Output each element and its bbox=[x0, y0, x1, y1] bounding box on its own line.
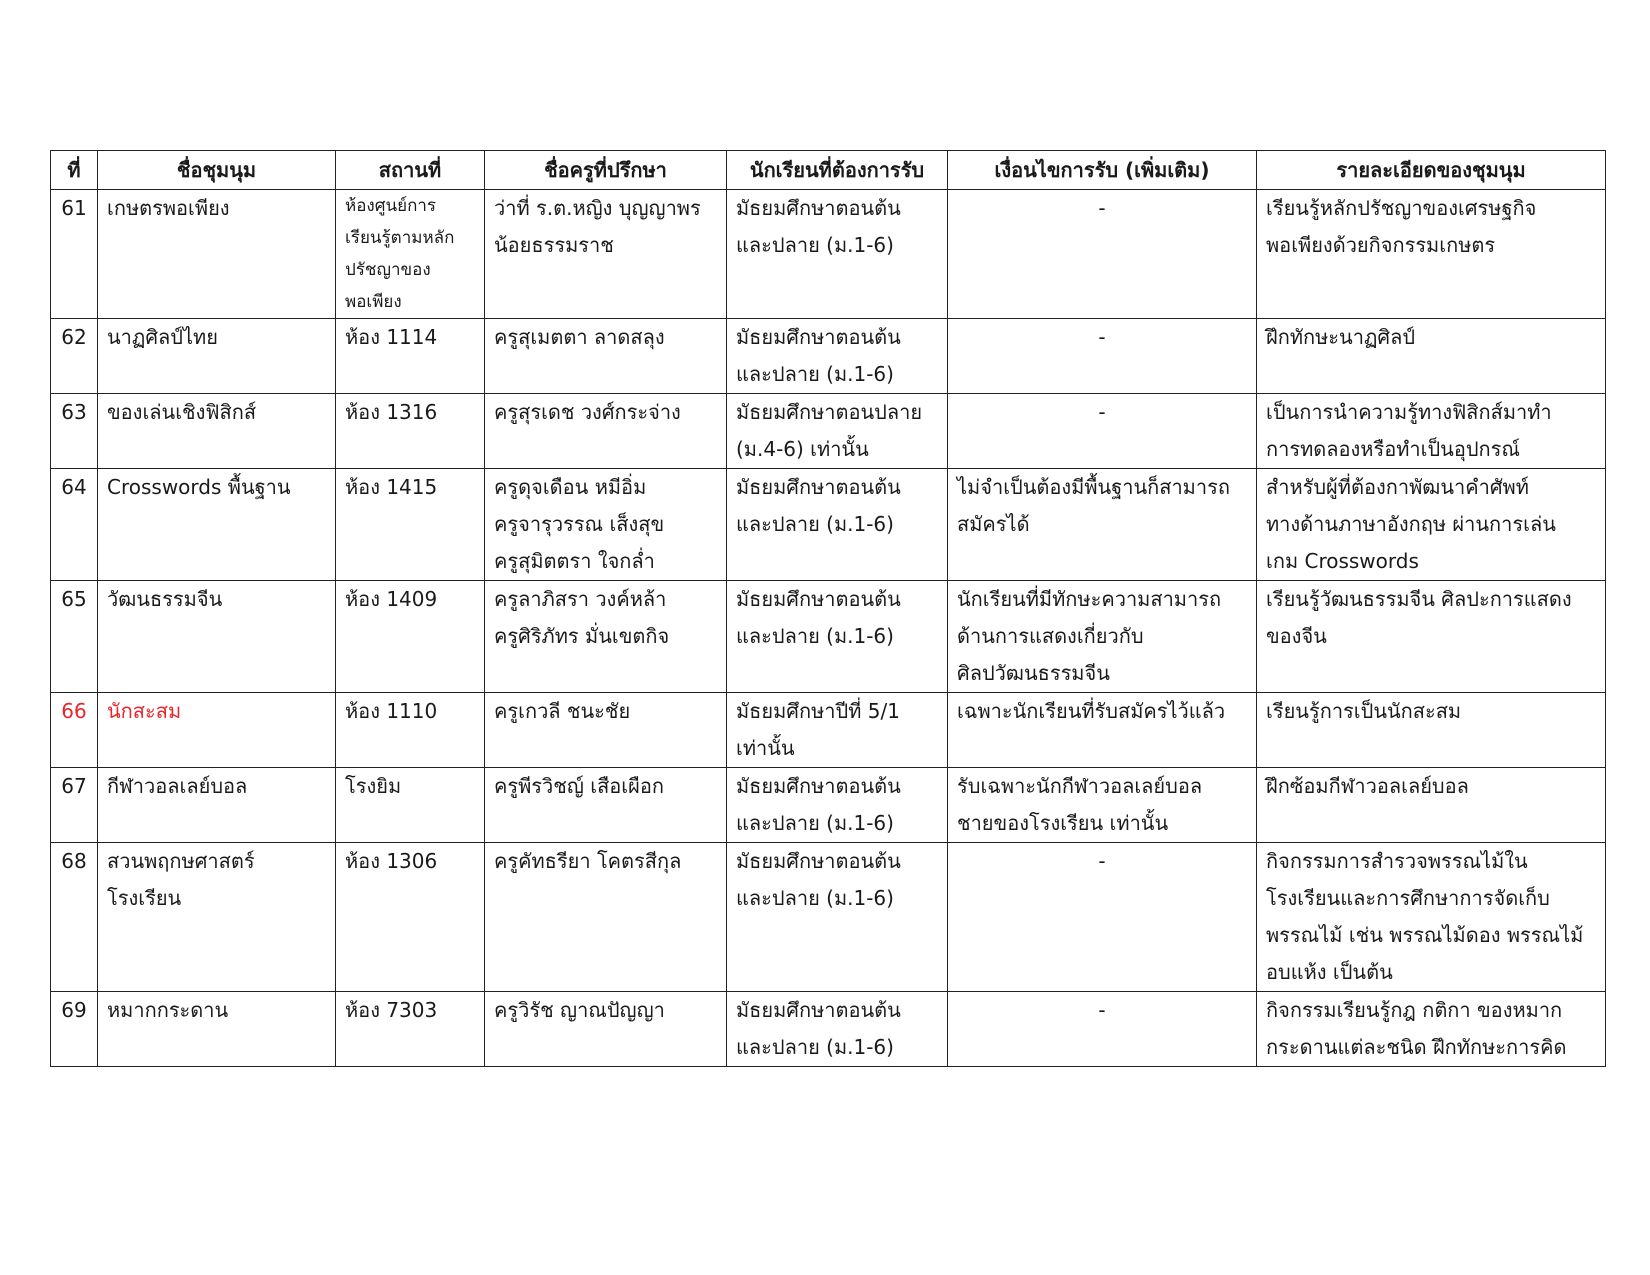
header-row bbox=[51, 151, 1606, 190]
cell-conditions bbox=[948, 319, 1257, 394]
cell-students-line: และปลาย (ม.1-6) bbox=[736, 886, 894, 910]
cell-details-line: การทดลองหรือทำเป็นอุปกรณ์ bbox=[1266, 437, 1520, 461]
cell-advisor bbox=[485, 693, 727, 768]
cell-students-line: มัธยมศึกษาตอนปลาย bbox=[736, 400, 923, 424]
cell-details-line: กิจกรรมการสำรวจพรรณไม้ใน bbox=[1266, 849, 1528, 873]
cell-name-line: เกษตรพอเพียง bbox=[107, 196, 230, 220]
cell-details bbox=[1257, 843, 1606, 992]
cell-students-line: และปลาย (ม.1-6) bbox=[736, 624, 894, 648]
cell-details bbox=[1257, 768, 1606, 843]
cell-location-line: ห้อง 1316 bbox=[345, 400, 438, 424]
cell-location-line: ห้อง 1110 bbox=[345, 699, 438, 723]
table-row bbox=[51, 469, 1606, 581]
cell-advisor bbox=[485, 768, 727, 843]
cell-name bbox=[98, 190, 336, 319]
cell-details-line: พรรณไม้ เช่น พรรณไม้ดอง พรรณไม้ bbox=[1266, 923, 1584, 947]
cell-students-line: และปลาย (ม.1-6) bbox=[736, 1035, 894, 1059]
cell-name-line: ของเล่นเชิงฟิสิกส์ bbox=[107, 400, 257, 424]
cell-advisor bbox=[485, 843, 727, 992]
cell-location bbox=[336, 581, 485, 693]
cell-location-line: ห้อง 7303 bbox=[345, 998, 438, 1022]
cell-conditions-line: - bbox=[1098, 196, 1106, 220]
cell-conditions-line: เฉพาะนักเรียนที่รับสมัครไว้แล้ว bbox=[957, 699, 1226, 723]
cell-no: 64 bbox=[51, 469, 98, 581]
cell-conditions bbox=[948, 992, 1257, 1067]
cell-advisor-line: ครูดุจเดือน หมีอิ่ม bbox=[494, 475, 647, 499]
cell-advisor-line: ครูสุมิตตรา ใจกล่ำ bbox=[494, 549, 655, 573]
cell-students-line: (ม.4-6) เท่านั้น bbox=[736, 437, 869, 461]
cell-details-line: อบแห้ง เป็นต้น bbox=[1266, 960, 1393, 984]
cell-details-line: กระดานแต่ละชนิด ฝึกทักษะการคิด bbox=[1266, 1035, 1567, 1059]
cell-details bbox=[1257, 319, 1606, 394]
table-row bbox=[51, 992, 1606, 1067]
cell-location-line: ห้อง 1114 bbox=[345, 325, 438, 349]
cell-advisor-line: ครูลาภิสรา วงค์หล้า bbox=[494, 587, 667, 611]
cell-no: 63 bbox=[51, 394, 98, 469]
cell-details-line: สำหรับผู้ที่ต้องกาพัฒนาคำศัพท์ bbox=[1266, 475, 1529, 499]
cell-advisor-line: ครูจารุวรรณ เส็งสุข bbox=[494, 512, 665, 536]
cell-advisor-line: ว่าที่ ร.ต.หญิง บุญญาพร bbox=[494, 196, 701, 220]
cell-details-line: กิจกรรมเรียนรู้กฎ กติกา ของหมาก bbox=[1266, 998, 1563, 1022]
table-row bbox=[51, 693, 1606, 768]
cell-no: 69 bbox=[51, 992, 98, 1067]
cell-location-line: เรียนรู้ตามหลัก bbox=[345, 228, 455, 248]
cell-location bbox=[336, 843, 485, 992]
cell-location bbox=[336, 190, 485, 319]
cell-students bbox=[727, 843, 948, 992]
cell-location-line: พอเพียง bbox=[345, 292, 402, 312]
table-row bbox=[51, 768, 1606, 843]
cell-advisor bbox=[485, 394, 727, 469]
cell-students-line: และปลาย (ม.1-6) bbox=[736, 233, 894, 257]
cell-advisor-line: ครูเกวลี ชนะชัย bbox=[494, 699, 631, 723]
cell-details bbox=[1257, 992, 1606, 1067]
cell-location-line: ห้อง 1409 bbox=[345, 587, 438, 611]
cell-students bbox=[727, 469, 948, 581]
cell-conditions bbox=[948, 581, 1257, 693]
cell-details-line: เรียนรู้วัฒนธรรมจีน ศิลปะการแสดง bbox=[1266, 587, 1572, 611]
cell-location bbox=[336, 319, 485, 394]
cell-no: 62 bbox=[51, 319, 98, 394]
header-advisor: ชื่อครูที่ปรึกษา bbox=[485, 151, 727, 190]
header-students: นักเรียนที่ต้องการรับ bbox=[727, 151, 948, 190]
cell-students-line: มัธยมศึกษาตอนต้น bbox=[736, 849, 901, 873]
cell-students-line: และปลาย (ม.1-6) bbox=[736, 362, 894, 386]
cell-conditions-line: ไม่จำเป็นต้องมีพื้นฐานก็สามารถ bbox=[957, 475, 1230, 499]
cell-conditions-line: ด้านการแสดงเกี่ยวกับ bbox=[957, 624, 1144, 648]
cell-details bbox=[1257, 190, 1606, 319]
cell-conditions bbox=[948, 469, 1257, 581]
cell-conditions-line: ชายของโรงเรียน เท่านั้น bbox=[957, 811, 1169, 835]
cell-no: 67 bbox=[51, 768, 98, 843]
cell-conditions-line: ศิลปวัฒนธรรมจีน bbox=[957, 661, 1110, 685]
cell-advisor bbox=[485, 190, 727, 319]
header-no: ที่ bbox=[51, 151, 98, 190]
cell-details-line: เกม Crosswords bbox=[1266, 549, 1419, 573]
cell-students bbox=[727, 693, 948, 768]
cell-students bbox=[727, 394, 948, 469]
cell-details bbox=[1257, 581, 1606, 693]
cell-students-line: มัธยมศึกษาตอนต้น bbox=[736, 998, 901, 1022]
cell-name-line: สวนพฤกษศาสตร์ bbox=[107, 849, 255, 873]
cell-students bbox=[727, 319, 948, 394]
cell-name-line: Crosswords พื้นฐาน bbox=[107, 475, 291, 499]
cell-students-line: และปลาย (ม.1-6) bbox=[736, 512, 894, 536]
header-conditions: เงื่อนไขการรับ (เพิ่มเติม) bbox=[948, 151, 1257, 190]
document-page bbox=[50, 150, 1605, 1067]
cell-details bbox=[1257, 394, 1606, 469]
cell-location bbox=[336, 394, 485, 469]
cell-details-line: เรียนรู้การเป็นนักสะสม bbox=[1266, 699, 1462, 723]
cell-name-line: กีฬาวอลเลย์บอล bbox=[107, 774, 248, 798]
cell-conditions bbox=[948, 190, 1257, 319]
cell-conditions bbox=[948, 394, 1257, 469]
cell-conditions bbox=[948, 768, 1257, 843]
cell-advisor-line: น้อยธรรมราช bbox=[494, 233, 614, 257]
cell-conditions-line: - bbox=[1098, 849, 1106, 873]
cell-location-line: โรงยิม bbox=[345, 774, 402, 798]
cell-no: 65 bbox=[51, 581, 98, 693]
cell-students-line: มัธยมศึกษาตอนต้น bbox=[736, 587, 901, 611]
cell-details bbox=[1257, 469, 1606, 581]
cell-students bbox=[727, 581, 948, 693]
cell-students-line: มัธยมศึกษาตอนต้น bbox=[736, 196, 901, 220]
cell-location-line: ห้องศูนย์การ bbox=[345, 196, 437, 216]
cell-no: 68 bbox=[51, 843, 98, 992]
cell-details-line: ของจีน bbox=[1266, 624, 1327, 648]
cell-advisor bbox=[485, 469, 727, 581]
cell-conditions-line: นักเรียนที่มีทักษะความสามารถ bbox=[957, 587, 1222, 611]
club-table bbox=[50, 150, 1606, 1067]
cell-conditions bbox=[948, 843, 1257, 992]
cell-students bbox=[727, 190, 948, 319]
cell-name bbox=[98, 394, 336, 469]
cell-name bbox=[98, 469, 336, 581]
cell-conditions-line: - bbox=[1098, 325, 1106, 349]
cell-students-line: มัธยมศึกษาตอนต้น bbox=[736, 325, 901, 349]
cell-no: 61 bbox=[51, 190, 98, 319]
cell-name-line: นักสะสม bbox=[107, 699, 182, 723]
cell-location-line: ห้อง 1306 bbox=[345, 849, 438, 873]
header-location: สถานที่ bbox=[336, 151, 485, 190]
header-club-name: ชื่อชุมนุม bbox=[98, 151, 336, 190]
cell-advisor-line: ครูสุเมตตา ลาดสลุง bbox=[494, 325, 665, 349]
cell-name-line: หมากกระดาน bbox=[107, 998, 229, 1022]
cell-advisor bbox=[485, 319, 727, 394]
cell-name-line: โรงเรียน bbox=[107, 886, 182, 910]
cell-location-line: ปรัชญาของ bbox=[345, 260, 431, 280]
cell-conditions-line: รับเฉพาะนักกีฬาวอลเลย์บอล bbox=[957, 774, 1203, 798]
cell-details-line: เรียนรู้หลักปรัชญาของเศรษฐกิจ bbox=[1266, 196, 1537, 220]
cell-name bbox=[98, 992, 336, 1067]
cell-name bbox=[98, 319, 336, 394]
table-row bbox=[51, 581, 1606, 693]
cell-name bbox=[98, 693, 336, 768]
cell-conditions-line: สมัครได้ bbox=[957, 512, 1030, 536]
cell-students-line: และปลาย (ม.1-6) bbox=[736, 811, 894, 835]
cell-advisor bbox=[485, 992, 727, 1067]
cell-location bbox=[336, 768, 485, 843]
table-row bbox=[51, 394, 1606, 469]
cell-name bbox=[98, 843, 336, 992]
cell-details-line: เป็นการนำความรู้ทางฟิสิกส์มาทำ bbox=[1266, 400, 1552, 424]
cell-conditions-line: - bbox=[1098, 998, 1106, 1022]
cell-students-line: เท่านั้น bbox=[736, 736, 795, 760]
cell-students-line: มัธยมศึกษาตอนต้น bbox=[736, 774, 901, 798]
cell-details-line: ทางด้านภาษาอังกฤษ ผ่านการเล่น bbox=[1266, 512, 1556, 536]
cell-advisor-line: ครูวิรัช ญาณปัญญา bbox=[494, 998, 665, 1022]
cell-advisor-line: ครูคัทธรียา โคตรสีกุล bbox=[494, 849, 682, 873]
cell-location bbox=[336, 469, 485, 581]
cell-details bbox=[1257, 693, 1606, 768]
cell-students-line: มัธยมศึกษาตอนต้น bbox=[736, 475, 901, 499]
cell-name bbox=[98, 768, 336, 843]
table-row bbox=[51, 843, 1606, 992]
cell-students-line: มัธยมศึกษาปีที่ 5/1 bbox=[736, 699, 900, 723]
cell-advisor-line: ครูสุรเดช วงศ์กระจ่าง bbox=[494, 400, 681, 424]
cell-location bbox=[336, 693, 485, 768]
cell-advisor bbox=[485, 581, 727, 693]
cell-name-line: วัฒนธรรมจีน bbox=[107, 587, 223, 611]
cell-conditions bbox=[948, 693, 1257, 768]
cell-name bbox=[98, 581, 336, 693]
header-details: รายละเอียดของชุมนุม bbox=[1257, 151, 1606, 190]
cell-details-line: โรงเรียนและการศึกษาการจัดเก็บ bbox=[1266, 886, 1550, 910]
cell-details-line: ฝึกซ้อมกีฬาวอลเลย์บอล bbox=[1266, 774, 1469, 798]
table-body bbox=[51, 190, 1606, 1067]
cell-students bbox=[727, 992, 948, 1067]
table-row bbox=[51, 190, 1606, 319]
cell-advisor-line: ครูศิริภัทร มั่นเขตกิจ bbox=[494, 624, 670, 648]
cell-location bbox=[336, 992, 485, 1067]
cell-no: 66 bbox=[51, 693, 98, 768]
cell-details-line: พอเพียงด้วยกิจกรรมเกษตร bbox=[1266, 233, 1496, 257]
cell-conditions-line: - bbox=[1098, 400, 1106, 424]
cell-location-line: ห้อง 1415 bbox=[345, 475, 438, 499]
cell-details-line: ฝึกทักษะนาฏศิลป์ bbox=[1266, 325, 1416, 349]
cell-students bbox=[727, 768, 948, 843]
cell-advisor-line: ครูพีรวิชญ์ เสือเผือก bbox=[494, 774, 664, 798]
table-row bbox=[51, 319, 1606, 394]
cell-name-line: นาฏศิลป์ไทย bbox=[107, 325, 218, 349]
